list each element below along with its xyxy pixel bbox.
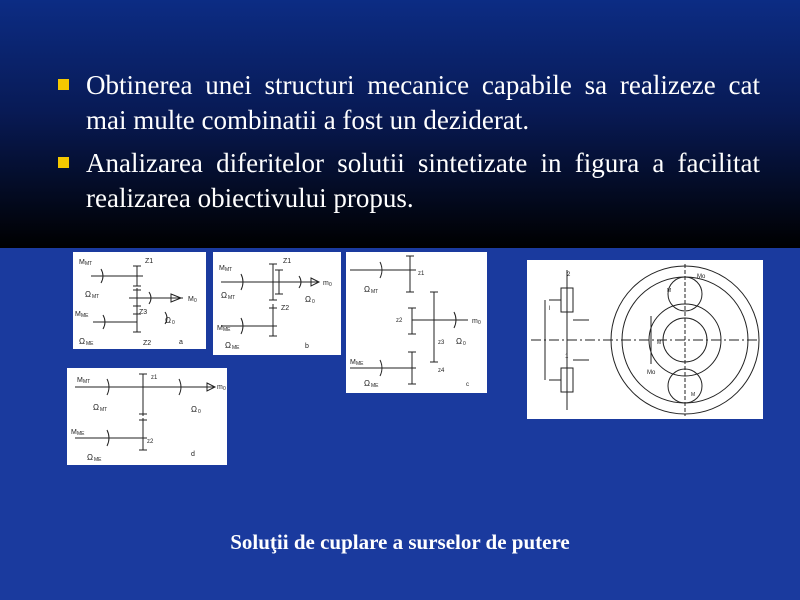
svg-text:Z1: Z1: [145, 258, 154, 265]
bullet-list: [56, 68, 760, 224]
svg-text:Ω: Ω: [191, 405, 197, 414]
svg-text:ME: ME: [232, 345, 240, 351]
svg-text:Ω: Ω: [364, 379, 370, 388]
svg-text:0: 0: [312, 299, 315, 305]
planetary-gear-diagram: [527, 260, 763, 419]
svg-text:ME: ME: [223, 327, 231, 333]
svg-text:z4: z4: [438, 368, 445, 374]
svg-text:ME: ME: [94, 457, 102, 463]
svg-text:Ω: Ω: [221, 291, 227, 300]
figure-caption: Soluţii de cuplare a surselor de putere: [230, 530, 570, 554]
svg-text:MT: MT: [83, 379, 91, 385]
svg-text:z1: z1: [151, 375, 158, 381]
svg-text:Z1: Z1: [283, 258, 292, 265]
svg-text:Ω: Ω: [85, 290, 91, 299]
svg-text:m: m: [472, 318, 478, 325]
svg-text:Ω: Ω: [165, 316, 171, 325]
svg-text:Ω: Ω: [456, 337, 462, 346]
svg-text:0: 0: [194, 298, 197, 304]
svg-text:M: M: [691, 392, 696, 398]
svg-text:z2: z2: [147, 439, 154, 445]
svg-text:M: M: [188, 296, 194, 303]
svg-text:M: M: [657, 340, 662, 346]
svg-text:ME: ME: [86, 341, 94, 347]
svg-text:ME: ME: [77, 431, 85, 437]
svg-text:0: 0: [172, 320, 175, 326]
svg-text:0: 0: [478, 320, 481, 326]
svg-text:m: m: [323, 280, 329, 287]
svg-text:1: 1: [565, 354, 569, 360]
svg-text:2: 2: [567, 272, 571, 278]
svg-text:Mo: Mo: [647, 370, 656, 376]
svg-text:MT: MT: [85, 261, 93, 267]
gear-diagram-d: [67, 368, 227, 465]
figure-c: [346, 252, 487, 393]
bullet-text: Analizarea diferitelor solutii sintetizate in figura a facilitat realizarea obiectivului propus.: [86, 148, 760, 213]
svg-text:Z2: Z2: [281, 305, 290, 312]
svg-text:M: M: [219, 265, 225, 272]
svg-text:Z3: Z3: [139, 309, 148, 316]
svg-text:Ω: Ω: [305, 295, 311, 304]
bullet-text: Obtinerea unei structuri mecanice capabile sa realizeze cat mai multe combinatii a fost un deziderat.: [86, 70, 760, 135]
svg-text:z1: z1: [418, 271, 425, 277]
svg-text:0: 0: [223, 386, 226, 392]
bullet-item: [56, 146, 760, 216]
figure-e: [527, 260, 763, 419]
svg-text:m: m: [217, 384, 223, 391]
figure-d: [67, 368, 227, 465]
figure-a: [73, 252, 206, 349]
svg-text:M: M: [75, 311, 81, 318]
svg-text:Ω: Ω: [87, 453, 93, 462]
svg-text:0: 0: [329, 282, 332, 288]
square-bullet-icon: [58, 79, 69, 90]
svg-text:a: a: [179, 339, 183, 346]
svg-text:M: M: [350, 359, 356, 366]
svg-text:ME: ME: [371, 383, 379, 389]
svg-text:z2: z2: [396, 318, 403, 324]
bullet-item: [56, 68, 760, 138]
svg-text:ME: ME: [356, 361, 364, 367]
svg-text:M: M: [79, 259, 85, 266]
gear-diagram-c: [346, 252, 487, 393]
svg-text:MT: MT: [92, 294, 100, 300]
svg-text:l: l: [549, 306, 551, 312]
svg-text:Ω: Ω: [364, 285, 370, 294]
svg-text:c: c: [466, 382, 469, 388]
svg-text:Ω: Ω: [79, 337, 85, 346]
svg-text:M: M: [71, 429, 77, 436]
svg-text:Ω: Ω: [93, 403, 99, 412]
svg-text:Mo: Mo: [697, 274, 706, 280]
svg-text:M: M: [667, 288, 672, 294]
svg-text:ME: ME: [81, 313, 89, 319]
svg-text:0: 0: [463, 341, 466, 347]
svg-text:MT: MT: [228, 295, 236, 301]
svg-text:M: M: [77, 377, 83, 384]
svg-text:Ω: Ω: [225, 341, 231, 350]
gear-diagram-a: [73, 252, 206, 349]
svg-text:MT: MT: [371, 289, 379, 295]
svg-text:MT: MT: [225, 267, 233, 273]
svg-text:M: M: [217, 325, 223, 332]
svg-text:0: 0: [198, 409, 201, 415]
svg-text:MT: MT: [100, 407, 108, 413]
svg-text:z3: z3: [438, 340, 445, 346]
svg-text:d: d: [191, 451, 195, 458]
figure-b: [213, 252, 341, 355]
svg-text:b: b: [305, 343, 309, 350]
svg-text:Z2: Z2: [143, 340, 152, 347]
gear-diagram-b: [213, 252, 341, 355]
square-bullet-icon: [58, 157, 69, 168]
